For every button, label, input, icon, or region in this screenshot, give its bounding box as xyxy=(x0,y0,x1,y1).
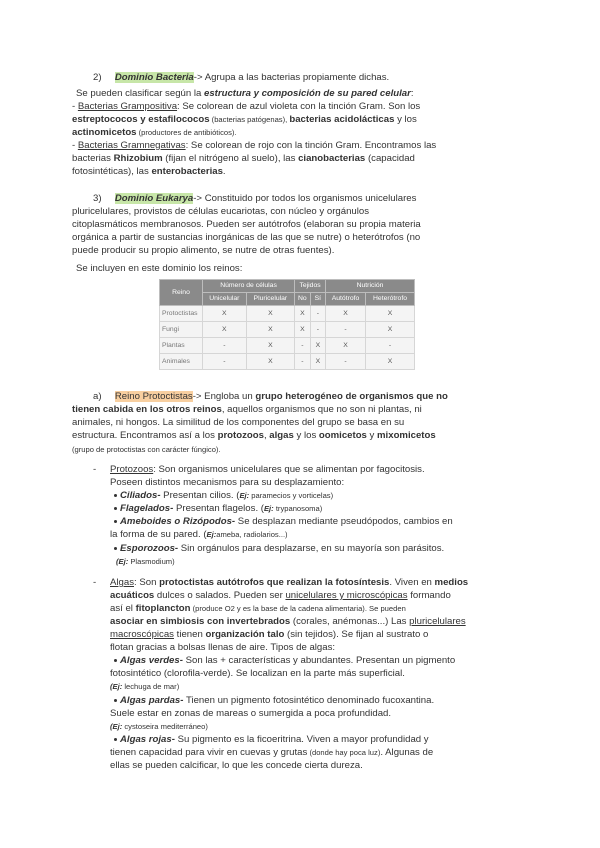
table-cell: X xyxy=(203,322,247,338)
paragraph-line: pluricelulares, provistos de células eucariotas, con núcleo y orgánulos xyxy=(72,206,370,217)
bullet-icon xyxy=(114,738,117,741)
table-cell: - xyxy=(310,306,325,322)
table-header-row xyxy=(160,280,415,293)
bullet-icon xyxy=(114,520,117,523)
bullet-icon xyxy=(114,699,117,702)
protozoos-label: Protozoos xyxy=(110,464,154,475)
paragraph-line: fotosintético (clorofila-verde). Se localizan en la parte más superficial. xyxy=(110,668,405,679)
paragraph-line: citoplasmáticos membranosos. Pueden ser autótrofos (elaboran su propia materia xyxy=(72,219,421,230)
paragraph-line: orgánica a partir de sustancias inorgánicas de las que se nutre) o heterótrofos (no xyxy=(72,232,421,243)
section-eukarya-heading: 3) Dominio Eukarya-> Constituido por todos los organismos unicelulares xyxy=(93,193,417,204)
column-header: Nutrición xyxy=(326,280,415,293)
bullet-icon xyxy=(114,659,117,662)
table-cell: X xyxy=(366,354,415,370)
paragraph-line: Algas: Son protoctistas autótrofos que realizan la fotosíntesis. Viven en medios xyxy=(110,577,469,588)
table-cell: X xyxy=(295,306,311,322)
paragraph-line: Se pueden clasificar según la estructura y composición de su pared celular: xyxy=(76,88,414,99)
column-header: Número de células xyxy=(203,280,295,293)
paragraph-line: actinomicetos (productores de antibióticos). xyxy=(72,127,237,138)
algas-verdes-item: Algas verdes- Son las + características y abundantes. Presentan un pigmento xyxy=(114,655,455,667)
table-cell: Plantas xyxy=(160,338,203,354)
table-cell: - xyxy=(203,338,247,354)
table-cell: X xyxy=(246,306,294,322)
paragraph-line: flotan gracias a bolsas llenas de aire. Tipos de algas: xyxy=(110,642,336,653)
table-cell: - xyxy=(310,322,325,338)
grampositiva-label: Bacterias Grampositiva xyxy=(77,101,178,112)
table-cell: X xyxy=(366,322,415,338)
ciliados-item: Ciliados- Presentan cilios. (Ej: paramecios y vorticelas) xyxy=(114,490,333,502)
paragraph-line: ellas se pueden calcificar, lo que les concede cierta dureza. xyxy=(110,760,363,771)
paragraph-line: estructura. Encontramos así a los protozoos, algas y los oomicetos y mixomicetos xyxy=(72,430,436,441)
esporozoos-item: Esporozoos- Sin orgánulos para desplazarse, en su mayoría son parásitos. xyxy=(114,543,444,555)
protozoos-line: - xyxy=(93,464,97,475)
bullet-icon xyxy=(114,494,117,497)
grampositiva-line: - Bacterias Grampositiva: Se colorean de azul violeta con la tinción Gram. Son los xyxy=(72,101,421,112)
dominio-bacteria-title: Dominio Bacteria xyxy=(114,72,194,83)
section-letter: a) xyxy=(93,391,102,402)
paragraph-line: macroscópicas tienen organización talo (sin tejidos). Se fijan al sustrato o xyxy=(110,629,429,640)
table-cell: X xyxy=(246,338,294,354)
table-row xyxy=(160,338,415,354)
flagelados-item: Flagelados- Presentan flagelos. (Ej: trypanosoma) xyxy=(114,503,322,515)
paragraph-line: (Ej: Plasmodium) xyxy=(116,557,175,566)
column-header: Reino xyxy=(160,280,203,306)
paragraph-line: (Ej: lechuga de mar) xyxy=(110,682,180,691)
column-header: Pluricelular xyxy=(246,293,294,306)
paragraph-line: bacterias Rhizobium (fijan el nitrógeno al suelo), las cianobacterias (capacidad xyxy=(72,153,415,164)
section-number: 2) xyxy=(93,72,102,83)
column-header: Sí xyxy=(310,293,325,306)
heading-description: -> Agrupa a las bacterias propiamente dichas. xyxy=(193,72,390,83)
bullet-icon xyxy=(114,507,117,510)
table-row xyxy=(160,322,415,338)
table-cell: X xyxy=(366,306,415,322)
table-cell: X xyxy=(246,322,294,338)
table-cell: - xyxy=(326,354,366,370)
table-cell: Protoctistas xyxy=(160,306,203,322)
bullet-icon xyxy=(114,547,117,550)
algas-rojas-item: Algas rojas- Su pigmento es la ficoeritrina. Viven a mayor profundidad y xyxy=(114,734,429,746)
table-cell: - xyxy=(295,354,311,370)
column-header: Unicelular xyxy=(203,293,247,306)
paragraph-line: asociar en simbiosis con invertebrados (corales, anémonas...) Las pluricelulares xyxy=(110,616,466,627)
paragraph-line: puede producir su propio alimento, se nutre de otras fuentes). xyxy=(72,245,335,256)
table-cell: - xyxy=(366,338,415,354)
paragraph-line: así el fitoplancton (produce O2 y es la base de la cadena alimentaria). Se pueden xyxy=(110,603,406,614)
paragraph-line: estreptococos y estafilococos (bacterias patógenas), bacterias acidolácticas y los xyxy=(72,114,417,125)
paragraph-line: Poseen distintos mecanismos para su desplazamiento: xyxy=(110,477,345,488)
column-header: No xyxy=(295,293,311,306)
paragraph-line: acuáticos dulces o salados. Pueden ser unicelulares y microscópicas formando xyxy=(110,590,451,601)
algas-label: Algas xyxy=(110,577,134,588)
reinos-table xyxy=(159,279,415,370)
column-header: Heterótrofo xyxy=(366,293,415,306)
table-cell: - xyxy=(203,354,247,370)
algas-pardas-item: Algas pardas- Tienen un pigmento fotosintético denominado fucoxantina. xyxy=(114,695,434,707)
table-cell: Fungi xyxy=(160,322,203,338)
table-cell: X xyxy=(295,322,311,338)
ameboides-item: Ameboides o Rizópodos- Se desplazan mediante pseudópodos, cambios en xyxy=(114,516,453,528)
paragraph-line: fotosintéticas), las enterobacterias. xyxy=(72,166,226,177)
dominio-eukarya-title: Dominio Eukarya xyxy=(114,193,194,204)
paragraph-line: Se incluyen en este dominio los reinos: xyxy=(76,263,243,274)
table-cell: - xyxy=(295,338,311,354)
table-cell: X xyxy=(326,306,366,322)
reino-protoctistas-title: Reino Protoctistas xyxy=(114,391,193,402)
table-cell: X xyxy=(310,354,325,370)
table-cell: X xyxy=(246,354,294,370)
paragraph-line: (Ej: cystoseira mediterráneo) xyxy=(110,722,208,731)
paragraph-line: (grupo de protoctistas con carácter fúngico). xyxy=(72,445,221,454)
table-cell: X xyxy=(203,306,247,322)
table-cell: X xyxy=(326,338,366,354)
table-row xyxy=(160,306,415,322)
paragraph-line: tienen capacidad para vivir en cuevas y grutas (donde hay poca luz). Algunas de xyxy=(110,747,434,758)
algas-line: - xyxy=(93,577,97,588)
table-cell: - xyxy=(326,322,366,338)
paragraph-line: Protozoos: Son organismos unicelulares que se alimentan por fagocitosis. xyxy=(110,464,425,475)
gramnegativa-label: Bacterias Gramnegativas xyxy=(77,140,186,151)
gramnegativa-line: - Bacterias Gramnegativas: Se colorean de rojo con la tinción Gram. Encontramos las xyxy=(72,140,437,151)
table-row xyxy=(160,354,415,370)
table-cell: Animales xyxy=(160,354,203,370)
paragraph-line: la forma de su pared. (Ej:ameba, radiolarios...) xyxy=(110,529,288,540)
section-number: 3) xyxy=(93,193,102,204)
paragraph-line: tienen cabida en los otros reinos, aquellos organismos que no son ni plantas, ni xyxy=(72,404,422,415)
paragraph-line: Suele estar en zonas de mareas o sumergida a poca profundidad. xyxy=(110,708,392,719)
table-cell: X xyxy=(310,338,325,354)
reino-protoctistas-heading: a) Reino Protoctistas-> Engloba un grupo heterogéneo de organismos que no xyxy=(93,391,448,402)
section-bacteria-heading xyxy=(93,72,389,84)
paragraph-line: animales, ni hongos. La similitud de los componentes del grupo se basa en su xyxy=(72,417,405,428)
column-header: Autótrofo xyxy=(326,293,366,306)
column-header: Tejidos xyxy=(295,280,326,293)
